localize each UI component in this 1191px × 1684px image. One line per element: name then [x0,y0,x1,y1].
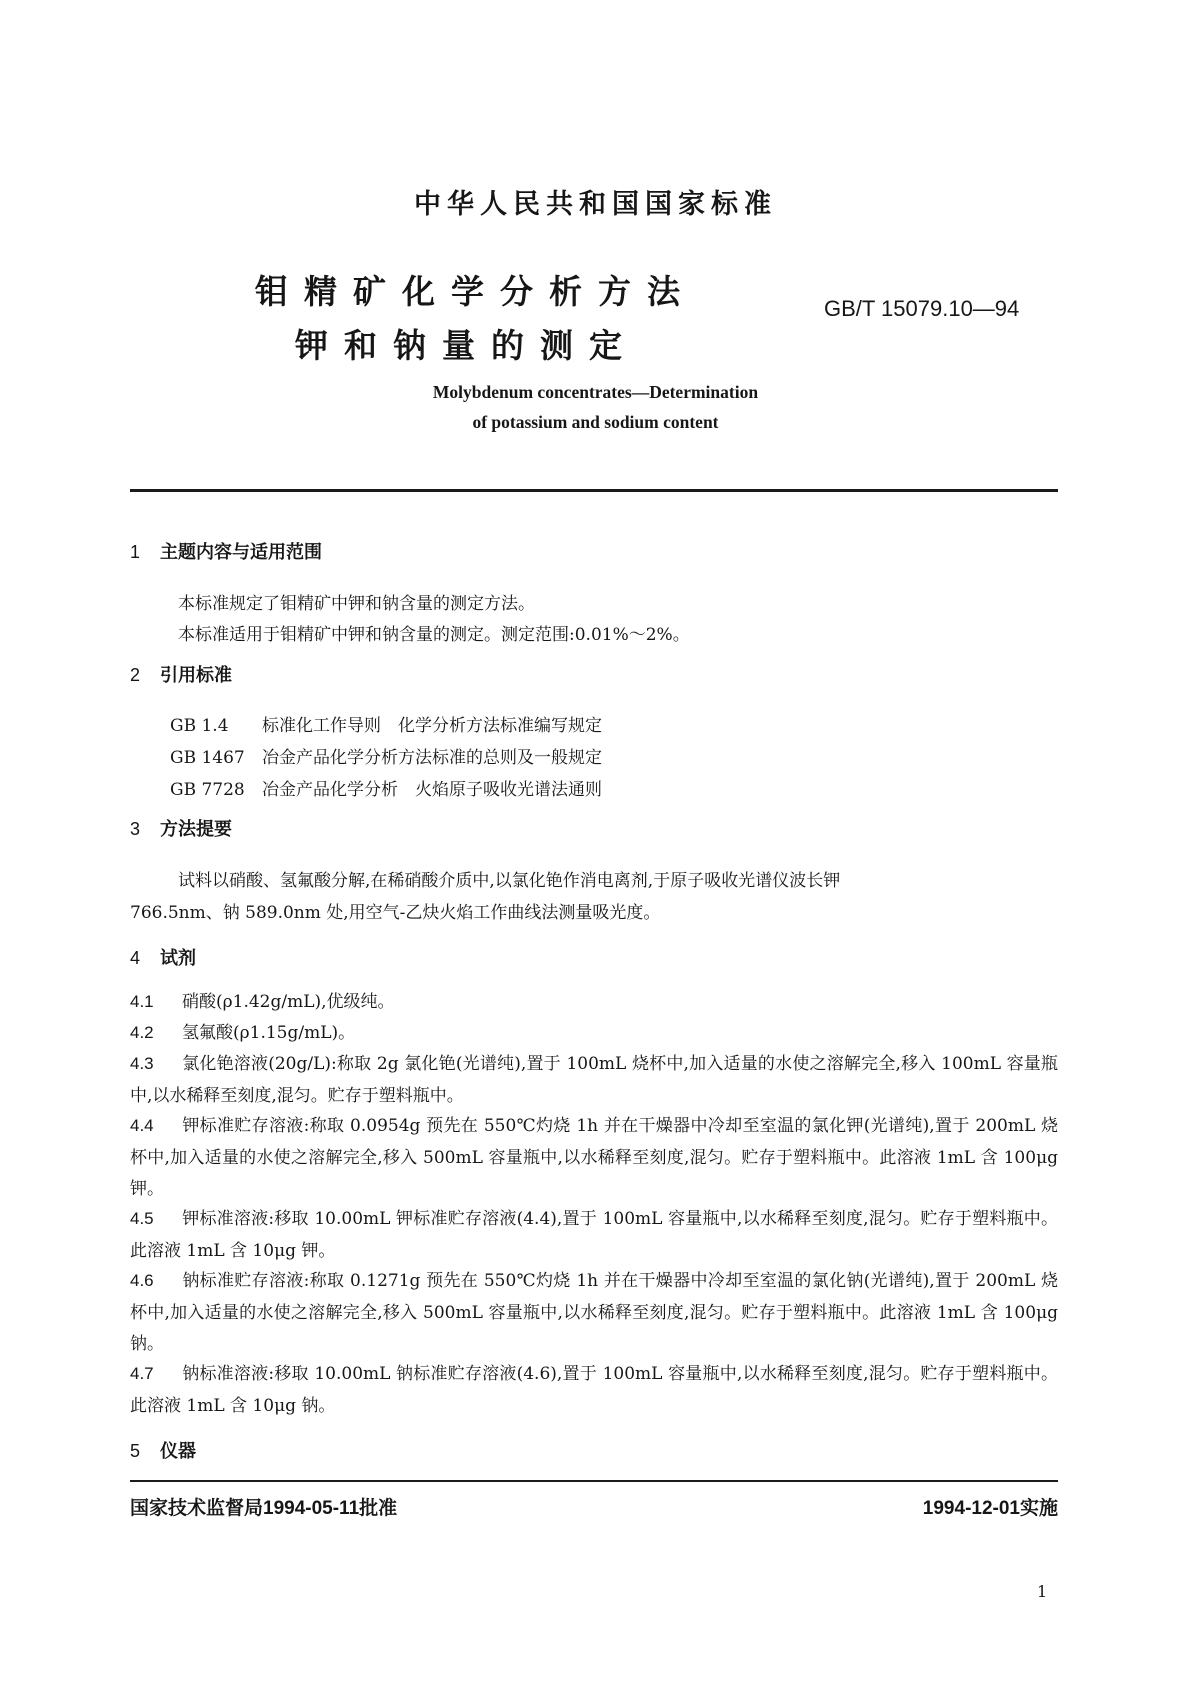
section-1-paragraph: 本标准规定了钼精矿中钾和钠含量的测定方法。 [178,594,535,614]
reagent-number: 4.7 [130,1364,154,1383]
english-title-line1: Molybdenum concentrates—Determination [432,382,759,402]
reagent-item [130,1110,1058,1206]
section-2-heading [130,661,232,687]
section-4-heading [130,944,196,970]
reagent-number: 4.4 [130,1116,154,1135]
section-3-paragraph-line: 试料以硝酸、氢氟酸分解,在稀硝酸介质中,以氯化铯作消电离剂,于原子吸收光谱仪波长钾 [178,871,841,891]
section-title: 引用标准 [160,665,232,686]
section-number: 4 [130,948,141,968]
reference-item [170,775,602,800]
section-title: 方法提要 [160,819,232,840]
page-number: 1 [1037,1582,1048,1601]
section-1-heading [130,538,322,564]
standard-code: GB/T 15079.10—94 [824,296,1020,321]
section-number: 2 [130,665,141,685]
reference-code: GB 1.4 [170,716,229,736]
reagent-text: 氯化铯溶液(20g/L):称取 2g 氯化铯(光谱纯),置于 100mL 烧杯中,加入适量的水使之溶解完全,移入 100mL 容量瓶中,以水稀释至刻度,混匀。贮存于塑料瓶中。 [130,1054,1058,1106]
implementation-date: 1994-12-01实施 [922,1498,1058,1519]
reference-text: 标准化工作导则 化学分析方法标准编写规定 [262,716,602,736]
reagent-item [130,1017,1058,1050]
reagent-number: 4.5 [130,1209,154,1228]
reagent-text: 钠标准溶液:移取 10.00mL 钠标准贮存溶液(4.6),置于 100mL 容量瓶中,以水稀释至刻度,混匀。贮存于塑料瓶中。此溶液 1mL 含 10μg 钠。 [130,1364,1058,1416]
reagent-text: 钾标准贮存溶液:称取 0.0954g 预先在 550℃灼烧 1h 并在干燥器中冷却至室温的氯化钾(光谱纯),置于 200mL 烧杯中,加入适量的水使之溶解完全,移入 500mL 容量瓶中,以水稀释至刻度,混匀。贮存于塑料瓶中。此溶液 1mL 含 100μg 钾。 [130,1116,1058,1199]
reagent-text: 硝酸(ρ1.42g/mL),优级纯。 [182,992,395,1012]
section-title: 仪器 [160,1441,196,1462]
footer-divider [130,1480,1058,1482]
reagent-text: 氢氟酸(ρ1.15g/mL)。 [182,1023,356,1043]
section-5-heading [130,1437,196,1463]
reagent-number: 4.6 [130,1271,154,1290]
reagent-text: 钠标准贮存溶液:称取 0.1271g 预先在 550℃灼烧 1h 并在干燥器中冷却至室温的氯化钠(光谱纯),置于 200mL 烧杯中,加入适量的水使之溶解完全,移入 500mL 容量瓶中,以水稀释至刻度,混匀。贮存于塑料瓶中。此溶液 1mL 含 100μg 钠。 [130,1271,1058,1354]
document-title-line1: 钼精矿化学分析方法 [255,272,696,311]
english-title-line2: of potassium and sodium content [472,412,719,432]
reagent-item [130,1358,1058,1422]
section-number: 5 [130,1441,141,1461]
section-3-heading [130,815,232,841]
reagent-item [130,1203,1058,1267]
reference-code: GB 7728 [170,780,245,800]
reference-item [170,743,602,768]
section-title: 主题内容与适用范围 [160,542,322,563]
section-title: 试剂 [160,948,196,969]
national-standard-heading: 中华人民共和国国家标准 [414,189,777,220]
reference-code: GB 1467 [170,748,245,768]
section-number: 3 [130,819,141,839]
section-1-paragraph: 本标准适用于钼精矿中钾和钠含量的测定。测定范围:0.01%～2%。 [178,625,690,645]
reference-text: 冶金产品化学分析 火焰原子吸收光谱法通则 [262,780,602,800]
reagent-number: 4.2 [130,1023,154,1042]
reagent-item [130,1048,1058,1112]
reference-item [170,711,602,736]
section-3-paragraph-line: 766.5nm、钠 589.0nm 处,用空气-乙炔火焰工作曲线法测量吸光度。 [130,903,661,923]
reagent-item [130,1265,1058,1361]
reference-text: 冶金产品化学分析方法标准的总则及一般规定 [262,748,602,768]
document-title-line2: 钾和钠量的测定 [295,326,638,365]
section-number: 1 [130,542,141,562]
header-divider [130,489,1058,492]
reagent-item [130,986,1058,1019]
approval-date: 国家技术监督局1994-05-11批准 [130,1498,398,1519]
reagent-number: 4.3 [130,1054,154,1073]
reagent-text: 钾标准溶液:移取 10.00mL 钾标准贮存溶液(4.4),置于 100mL 容量瓶中,以水稀释至刻度,混匀。贮存于塑料瓶中。此溶液 1mL 含 10μg 钾。 [130,1209,1058,1261]
reagent-number: 4.1 [130,992,154,1011]
